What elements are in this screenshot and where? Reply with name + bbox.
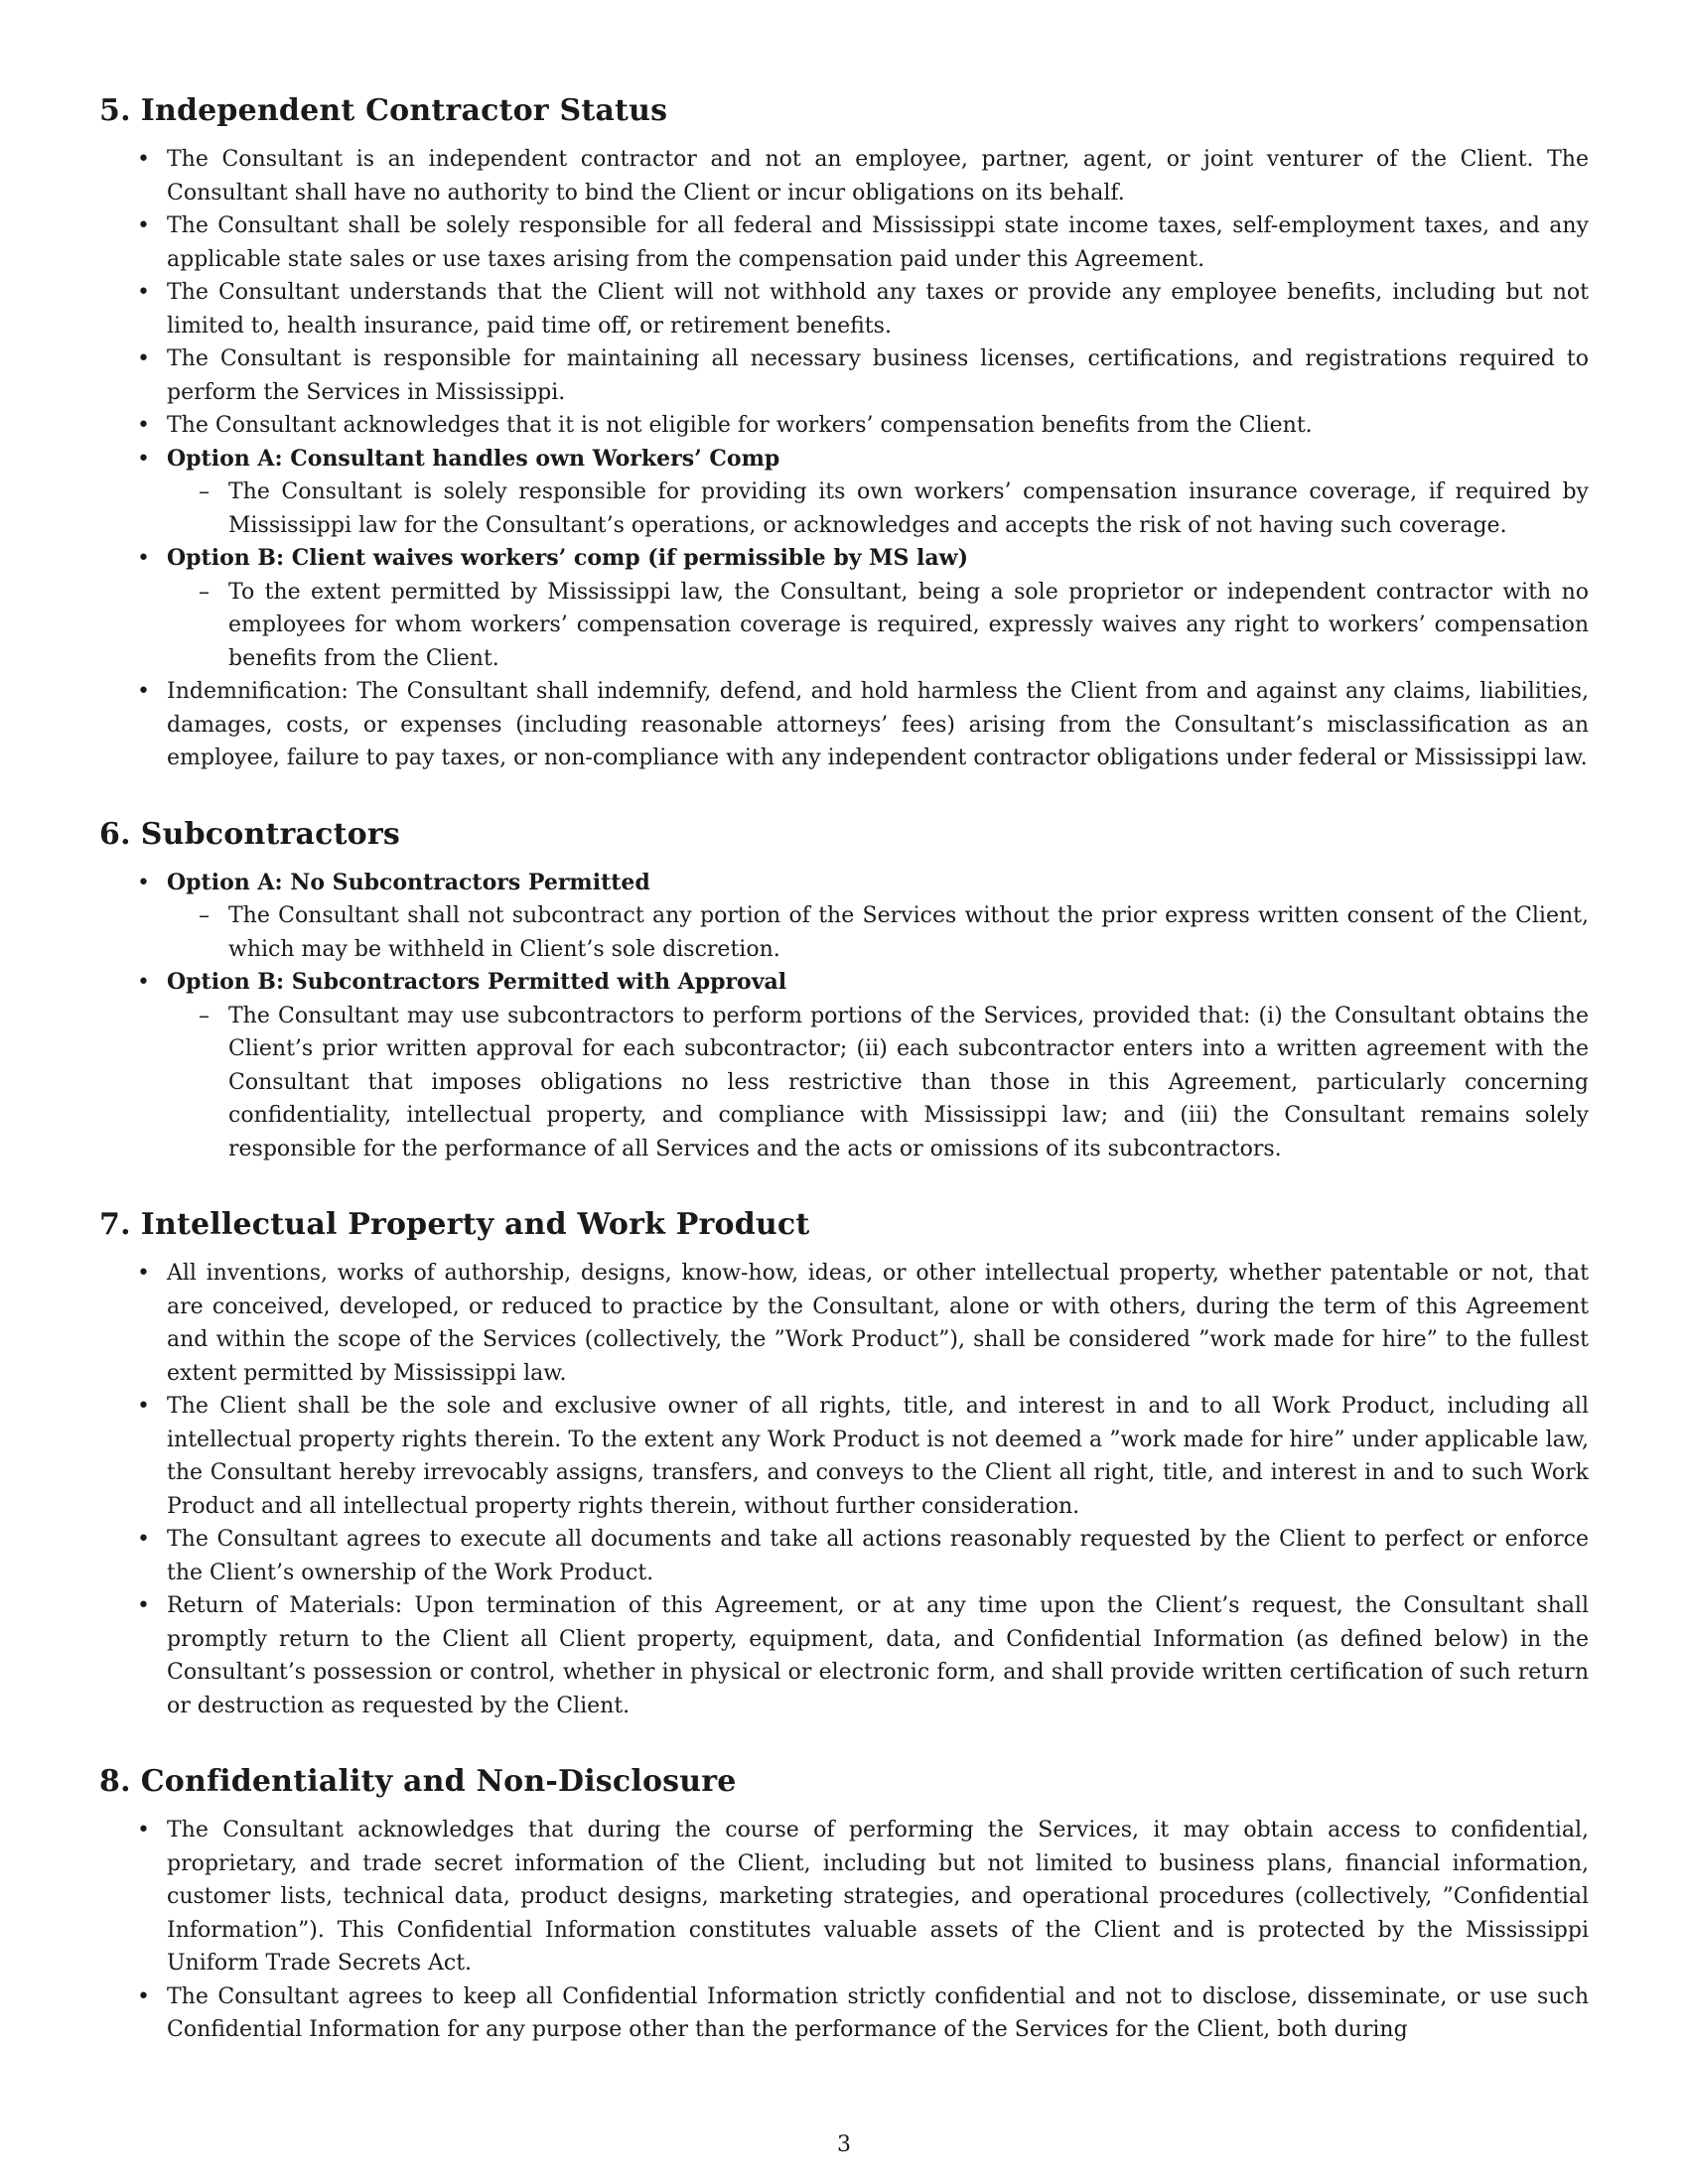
section-number: 7. [99, 1207, 131, 1242]
list-item: • Indemnification: The Consultant shall indemnify, defend, and hold harmless the Client from and against any claims, liabilities, damages, costs, or expenses (including reasonable attorneys’ fees) arising from the Consultant’s misclassification as an employee, failure to pay taxes, or non-compliance with any independent contractor obligations under federal or Mississippi law. [167, 675, 1589, 775]
list-item: • The Consultant shall be solely responsible for all federal and Mississippi state income taxes, self-employment taxes, and any applicable state sales or use taxes arising from the compensation paid under this Agreement. [167, 209, 1589, 276]
sub-list [167, 1000, 1589, 1166]
section-title: Subcontractors [140, 816, 400, 852]
section-number: 8. [99, 1764, 131, 1799]
list-item: • The Consultant agrees to keep all Confidential Information strictly confidential and not to disclose, disseminate, or use such Confidential Information for any purpose other than the performance of the Services for the Client, both during [167, 1980, 1589, 2047]
section-number: 5. [99, 93, 131, 128]
section-title: Independent Contractor Status [140, 93, 668, 128]
document-page [99, 91, 1589, 2087]
list-item: • The Consultant is an independent contractor and not an employee, partner, agent, or joint venturer of the Client. The Consultant shall have no authority to bind the Client or incur obligations on its behalf. [167, 143, 1589, 209]
page-number: 3 [837, 2132, 851, 2157]
section-number: 6. [99, 816, 131, 852]
sub-list [167, 899, 1589, 966]
list-item: • The Consultant understands that the Client will not withhold any taxes or provide any employee benefits, including but not limited to, health insurance, paid time off, or retirement benefits. [167, 276, 1589, 342]
option-heading: Option A: Consultant handles own Workers’ Comp [167, 445, 780, 472]
section-intellectual-property [99, 1205, 1589, 1722]
section-confidentiality [99, 1762, 1589, 2047]
list-item: • Return of Materials: Upon termination of this Agreement, or at any time upon the Client’s request, the Consultant shall promptly return to the Client all Client property, equipment, data, and Confidential Information (as defined below) in the Consultant’s possession or control, whether in physical or electronic form, and shall provide written certification of such return or destruction as requested by the Client. [167, 1589, 1589, 1722]
section-heading [99, 1762, 1589, 1802]
section-heading [99, 815, 1589, 855]
sub-list-item: – The Consultant may use subcontractors to perform portions of the Services, provided that: (i) the Consultant obtains the Client’s prior written approval for each subcontractor; (ii) each subcontractor enters into a written agreement with the Consultant that imposes obligations no less restrictive than those in this Agreement, particularly concerning confidentiality, intellectual property, and compliance with Mississippi law; and (iii) the Consultant remains solely responsible for the performance of all Services and the acts or omissions of its subcontractors. [228, 1000, 1589, 1166]
bullet-list [99, 867, 1589, 1166]
bullet-list [99, 1814, 1589, 2047]
bullet-list [99, 1257, 1589, 1722]
sub-list [167, 576, 1589, 676]
sub-list-item: – The Consultant shall not subcontract any portion of the Services without the prior express written consent of the Client, which may be withheld in Client’s sole discretion. [228, 899, 1589, 966]
option-item [167, 542, 1589, 675]
section-subcontractors [99, 815, 1589, 1166]
list-item: • The Consultant acknowledges that it is not eligible for workers’ compensation benefits from the Client. [167, 409, 1589, 443]
option-heading: Option B: Subcontractors Permitted with Approval [167, 969, 787, 995]
option-item [167, 966, 1589, 1165]
list-item: • The Client shall be the sole and exclusive owner of all rights, title, and interest in and to all Work Product, including all intellectual property rights therein. To the extent any Work Product is not deemed a ”work made for hire” under applicable law, the Consultant hereby irrevocably assigns, transfers, and conveys to the Client all right, title, and interest in and to such Work Product and all intellectual property rights therein, without further consideration. [167, 1390, 1589, 1523]
section-heading [99, 1205, 1589, 1245]
section-title: Intellectual Property and Work Product [140, 1207, 810, 1242]
list-item: • The Consultant agrees to execute all documents and take all actions reasonably requested by the Client to perfect or enforce the Client’s ownership of the Work Product. [167, 1523, 1589, 1589]
bullet-list [99, 143, 1589, 775]
section-heading [99, 91, 1589, 131]
list-item: • The Consultant acknowledges that during the course of performing the Services, it may obtain access to confidential, proprietary, and trade secret information of the Client, including but not limited to business plans, financial information, customer lists, technical data, product designs, marketing strategies, and operational procedures (collectively, ”Confidential Information”). This Confidential Information constitutes valuable assets of the Client and is protected by the Mississippi Uniform Trade Secrets Act. [167, 1814, 1589, 1980]
list-item: • The Consultant is responsible for maintaining all necessary business licenses, certifications, and registrations required to perform the Services in Mississippi. [167, 342, 1589, 409]
section-independent-contractor-status [99, 91, 1589, 775]
sub-list-item: – The Consultant is solely responsible for providing its own workers’ compensation insurance coverage, if required by Mississippi law for the Consultant’s operations, or acknowledges and accepts the risk of not having such coverage. [228, 476, 1589, 542]
sub-list-item: – To the extent permitted by Mississippi law, the Consultant, being a sole proprietor or independent contractor with no employees for whom workers’ compensation coverage is required, expressly waives any right to workers’ compensation benefits from the Client. [228, 576, 1589, 676]
option-item [167, 867, 1589, 967]
list-item: • All inventions, works of authorship, designs, know-how, ideas, or other intellectual property, whether patentable or not, that are conceived, developed, or reduced to practice by the Consultant, alone or with others, during the term of this Agreement and within the scope of the Services (collectively, the ”Work Product”), shall be considered ”work made for hire” to the fullest extent permitted by Mississippi law. [167, 1257, 1589, 1390]
section-title: Confidentiality and Non-Disclosure [140, 1764, 737, 1799]
option-item [167, 443, 1589, 543]
sub-list [167, 476, 1589, 542]
option-heading: Option A: No Subcontractors Permitted [167, 869, 650, 895]
option-heading: Option B: Client waives workers’ comp (if permissible by MS law) [167, 545, 969, 571]
